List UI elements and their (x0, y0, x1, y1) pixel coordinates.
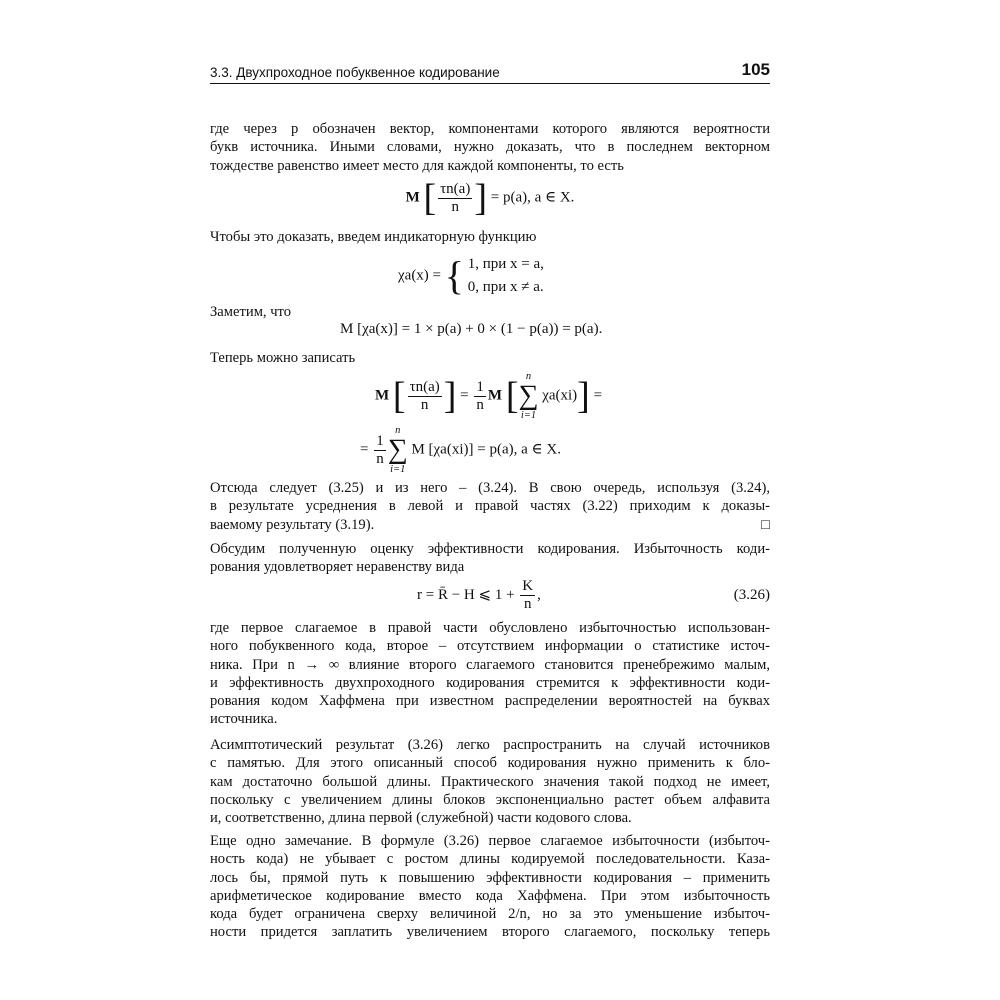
fraction (520, 578, 535, 613)
text-line: арифметическое кодирование вместо кода Хаффмена. При этом избыточность (210, 887, 770, 904)
text-line: где первое слагаемое в правой части обусловлено избыточностью использован- (210, 620, 770, 636)
case-one: 1, при x = a, (467, 256, 544, 272)
summation (518, 371, 538, 421)
paragraph-note (210, 303, 770, 321)
equation-average-line2 (360, 425, 561, 475)
text-line: Еще одно замечание. В формуле (3.26) первое слагаемое избыточности (избыточ- (210, 833, 770, 849)
equation-expectation (210, 179, 770, 217)
text-line: тождестве равенство имеет место для каждой компоненты, то есть (210, 157, 624, 174)
coefficient-fraction (374, 433, 386, 468)
equation-body (417, 578, 541, 613)
fraction-numerator: τn(a) (440, 180, 471, 197)
equals-sign: = (460, 387, 469, 404)
sum-lower-limit: i=1 (390, 464, 406, 475)
text-line: с памятью. Для этого описанный способ кодирования нужно применить к бло- (210, 755, 770, 772)
text-line: Обсудим полученную оценку эффективности кодирования. Избыточность коди- (210, 541, 770, 557)
coefficient-fraction (474, 379, 486, 414)
paragraph-vector (210, 120, 770, 175)
expectation-operator: M (487, 387, 503, 404)
right-bracket: ] (474, 177, 487, 219)
paragraph-conclusion (210, 479, 770, 534)
fraction (408, 379, 442, 414)
text-segment: ваемому результату (3.19). (210, 516, 375, 533)
equation-tail: , (537, 586, 541, 603)
equals-sign: = (360, 441, 369, 458)
fraction (438, 181, 472, 216)
equation-lhs: r = R̄ − H ⩽ 1 + (417, 586, 515, 603)
expectation-operator: M (405, 189, 420, 206)
fraction-denominator: n (376, 450, 384, 467)
paragraph-write (210, 349, 770, 367)
text-line: кам достаточно большой длины. Практического значения такой подход не имеет, (210, 773, 770, 790)
text-line (210, 516, 770, 534)
text-line: Заметим, что (210, 304, 292, 320)
right-bracket: ] (443, 375, 457, 417)
text-line: ности придется заплатить увеличением второго слагаемого, поскольку теперь (210, 924, 770, 941)
running-header (210, 58, 770, 84)
fraction-numerator: K (522, 578, 534, 594)
sum-upper-limit: n (525, 371, 532, 382)
text-line: Теперь можно записать (210, 350, 356, 366)
equation-average-line1 (375, 371, 602, 421)
fraction-denominator: n (476, 396, 484, 413)
text-line: ника. При n → ∞ влияние второго слагаемого становится пренебрежимо малым, (210, 656, 770, 673)
text-line: Отсюда следует (3.25) и из него – (3.24). В свою очередь, используя (3.24), (210, 480, 770, 496)
sum-term: χa(xi) (542, 387, 578, 404)
text-line: Чтобы это доказать, введем индикаторную функцию (210, 229, 537, 245)
fraction-denominator: n (523, 596, 532, 612)
equation-rhs: M [χa(xi)] = p(a), a ∈ X. (411, 441, 561, 458)
fraction-denominator: n (420, 396, 429, 413)
text-line: где через p обозначен вектор, компонентами которого являются вероятности (210, 121, 770, 137)
equation-indicator-expectation: M [χa(x)] = 1 × p(a) + 0 × (1 − p(a)) = p(a). (340, 321, 603, 337)
left-bracket: [ (423, 177, 437, 219)
paragraph-first-term (210, 619, 770, 729)
text-line: лось бы, прямой путь к повышению эффективности кодирования – применить (210, 869, 770, 886)
section-title: 3.3. Двухпроходное побуквенное кодирование (210, 65, 500, 80)
text-line: и, соответственно, длина первой (служебной) части кодового слова. (210, 810, 632, 827)
text-line: Асимптотический результат (3.26) легко распространить на случай источников (210, 737, 770, 753)
text-line: источника. (210, 711, 278, 728)
paragraph-remark (210, 832, 770, 942)
expectation-operator: M (375, 387, 390, 404)
right-bracket: ] (577, 375, 590, 417)
text-line: поскольку с увеличением длины блоков экспоненциально растет объем алфавита (210, 791, 770, 808)
text-line: в результате усреднения в левой и правой частях (3.22) приходим к доказы- (210, 498, 770, 515)
equation-lhs: χa(x) = (398, 267, 442, 284)
case-two: 0, при x ≠ a. (467, 279, 544, 295)
text-line: ного побуквенного кода, второе – отсутствием информации о статистике источ- (210, 638, 770, 655)
left-bracket: [ (505, 375, 519, 417)
left-bracket: [ (392, 375, 406, 417)
sum-upper-limit: n (395, 425, 401, 436)
equation-rhs: = p(a), a ∈ X. (490, 189, 575, 206)
fraction-numerator: 1 (376, 432, 384, 449)
fraction-numerator: 1 (476, 378, 484, 395)
equation-number: (3.26) (733, 587, 770, 603)
equals-sign: = (593, 387, 603, 404)
fraction-denominator: n (451, 198, 459, 215)
text-line: ность кода) не убывает с ростом длины кодируемой последовательности. Каза- (210, 851, 770, 868)
sum-lower-limit: i=1 (520, 410, 537, 421)
paragraph-indicator (210, 228, 770, 246)
text-line: рования кодом Хаффмена при известном распределении вероятностей на буквах (210, 693, 770, 710)
fraction-numerator: τn(a) (409, 378, 440, 395)
text-line: кода будет ограничена сверху величиной 2/n, но за это уменьшение избыточ- (210, 906, 770, 923)
paragraph-asymptotic (210, 736, 770, 827)
sigma-symbol: ∑ (518, 380, 539, 411)
summation (388, 425, 408, 475)
cases-block (468, 253, 544, 299)
text-line: рования удовлетворяет неравенству вида (210, 559, 465, 576)
page-number: 105 (741, 60, 770, 79)
left-brace: { (444, 253, 464, 298)
text-line: и эффективность двухпроходного кодирования стремится к эффективности коди- (210, 674, 770, 691)
equation-indicator-function (398, 253, 544, 299)
sigma-symbol: ∑ (387, 434, 408, 465)
paragraph-redundancy (210, 540, 770, 577)
text-line: букв источника. Иными словами, нужно доказать, что в последнем векторном (210, 139, 770, 156)
qed-symbol: □ (761, 516, 770, 533)
